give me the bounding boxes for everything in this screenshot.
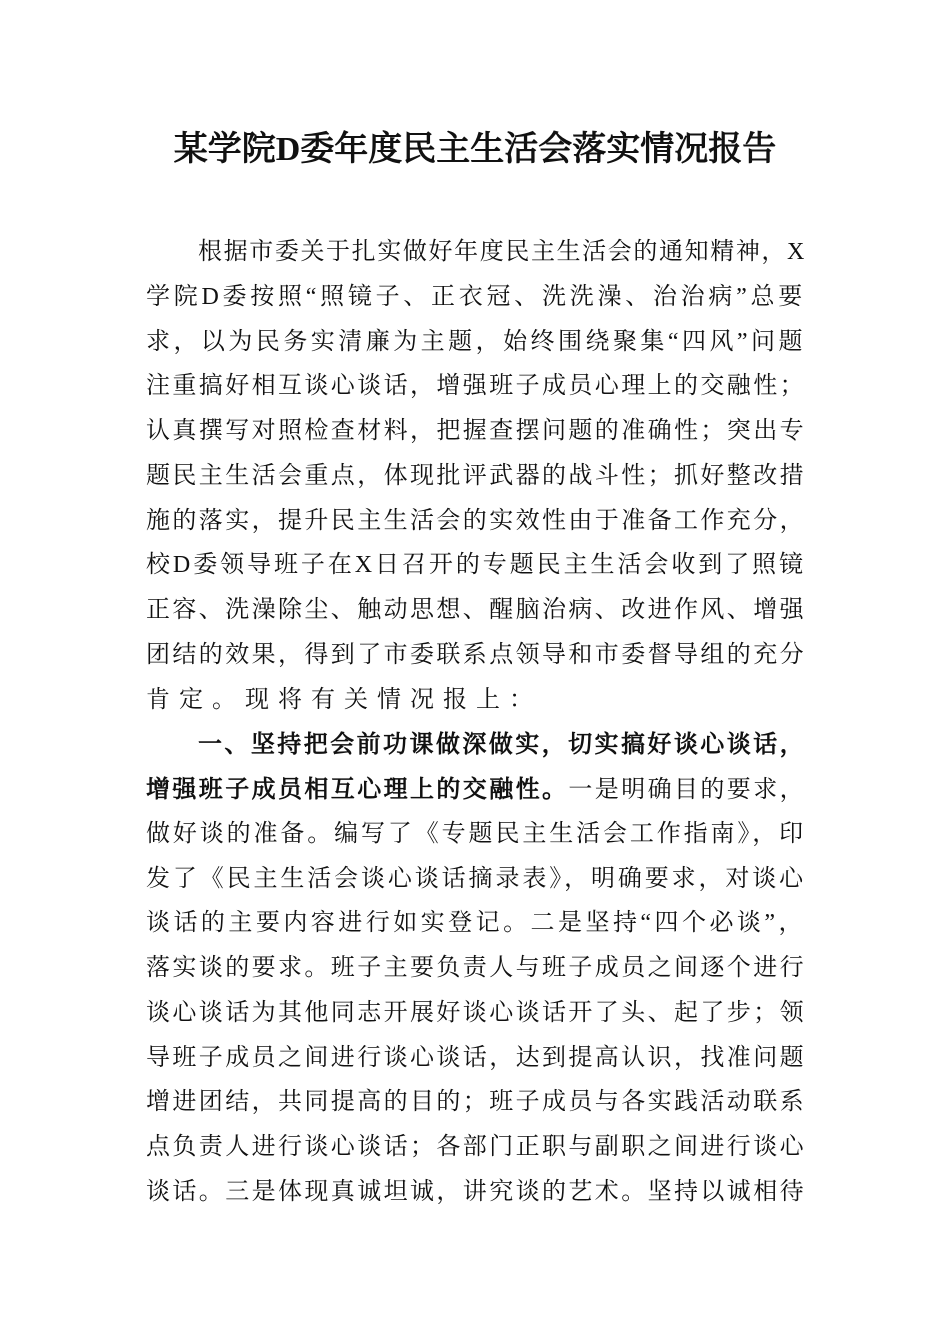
section-heading-text: 一、坚持把会前功课做深做实，切实搞好谈心谈话，: [198, 730, 806, 759]
paragraph-line: [146, 901, 806, 946]
paragraph-line: [146, 857, 806, 902]
paragraph-line: [146, 991, 806, 1036]
document-title: 某学院D委年度民主生活会落实情况报告: [173, 131, 777, 168]
paragraph-line: [146, 678, 806, 723]
paragraph-line: [146, 946, 806, 991]
paragraph-line: [146, 543, 806, 588]
body-text: 发了《民主生活会谈心谈话摘录表》，明确要求，对谈心: [146, 865, 806, 892]
body-text: 正容、洗澡除尘、触动思想、醒脑治病、改进作风、增强: [146, 597, 806, 623]
body-text: 施的落实，提升民主生活会的实效性由于准备工作充分，: [146, 507, 806, 534]
body-text: 注重搞好相互谈心谈话，增强班子成员心理上的交融性；: [146, 373, 806, 400]
body-text: 做好谈的准备。编写了《专题民主生活会工作指南》，印: [146, 820, 806, 847]
paragraph-line: [146, 1125, 806, 1170]
paragraph-line: [146, 454, 806, 499]
paragraph-line: [146, 1080, 806, 1125]
paragraph-line: [146, 275, 806, 320]
body-text: 题民主生活会重点，体现批评武器的战斗性；抓好整改措: [146, 462, 806, 489]
body-text: 点负责人进行谈心谈话；各部门正职与副职之间进行谈心: [146, 1134, 806, 1160]
body-text: 根据市委关于扎实做好年度民主生活会的通知精神，X: [198, 239, 806, 265]
paragraph-line: [146, 230, 806, 275]
paragraph-line: [146, 633, 806, 678]
body-text: 肯定。现将有关情况报上：: [146, 686, 542, 713]
body-text: 学院D委按照“照镜子、正衣冠、洗洗澡、治治病”总要: [146, 283, 806, 310]
section-heading-text: 增强班子成员相互心理上的交融性。: [146, 775, 569, 803]
body-text: 谈话。三是体现真诚坦诚，讲究谈的艺术。坚持以诚相待: [146, 1178, 806, 1205]
body-text: 谈话的主要内容进行如实登记。二是坚持“四个必谈”，: [146, 910, 806, 937]
paragraph-line: [146, 364, 806, 409]
body-text: 求，以为民务实清廉为主题，始终围绕聚集“四风”问题: [146, 328, 806, 355]
paragraph-line: [146, 812, 806, 857]
paragraph-line: [146, 499, 806, 544]
paragraph-line: [146, 588, 806, 633]
body-text: 认真撰写对照检查材料，把握查摆问题的准确性；突出专: [146, 418, 806, 444]
body-text: 谈心谈话为其他同志开展好谈心谈话开了头、起了步；领: [146, 999, 806, 1026]
body-text: 落实谈的要求。班子主要负责人与班子成员之间逐个进行: [146, 955, 806, 981]
document-body: [146, 230, 806, 1215]
body-text: 增进团结，共同提高的目的；班子成员与各实践活动联系: [146, 1089, 806, 1116]
body-text: 团结的效果，得到了市委联系点领导和市委督导组的充分: [146, 641, 806, 668]
paragraph-line: [146, 409, 806, 454]
paragraph-line: [146, 1036, 806, 1081]
body-text: 导班子成员之间进行谈心谈话，达到提高认识，找准问题: [146, 1044, 806, 1071]
paragraph-line: [146, 722, 806, 767]
body-text: 一是明确目的要求，: [568, 777, 807, 803]
paragraph-line: [146, 320, 806, 365]
paragraph-line: [146, 1170, 806, 1215]
paragraph-line: [146, 767, 806, 812]
body-text: 校D委领导班子在X日召开的专题民主生活会收到了照镜: [146, 552, 806, 579]
